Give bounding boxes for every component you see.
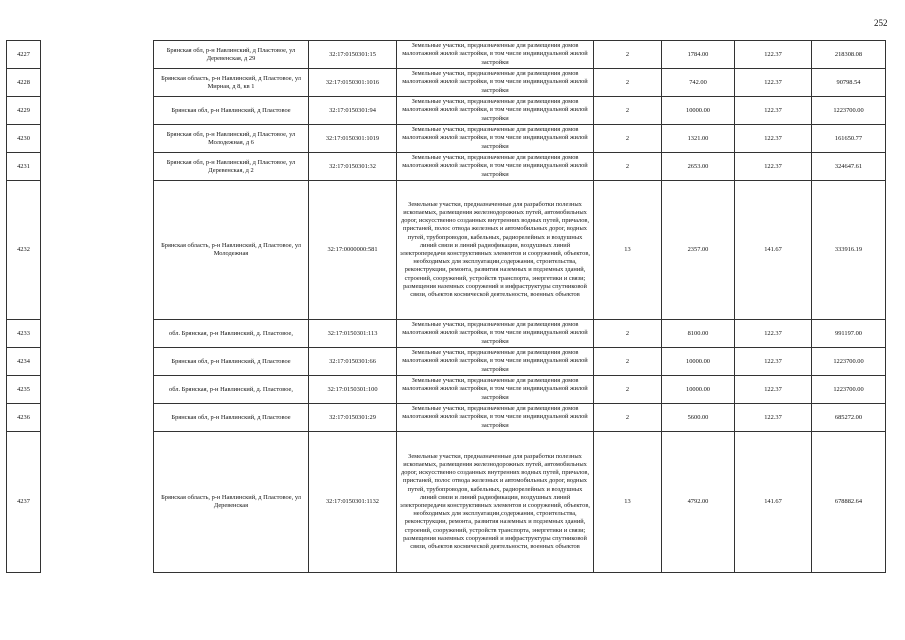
specific-value-cell: 122.37 — [735, 320, 812, 348]
area-cell: 10000.00 — [662, 348, 735, 376]
area-cell: 10000.00 — [662, 97, 735, 125]
address-cell: Брянская область, р-н Навлинский, д Пластовое, ул Молодежная — [154, 181, 309, 320]
row-number: 4234 — [7, 348, 41, 376]
empty-column — [41, 432, 154, 573]
group-cell: 2 — [594, 69, 662, 97]
table-row — [7, 125, 886, 153]
table-row — [7, 97, 886, 125]
cadastral-number-cell: 32:17:0150301:66 — [309, 348, 397, 376]
cadastral-value-cell: 218308.08 — [812, 41, 886, 69]
cadastral-number-cell: 32:17:0000000:581 — [309, 181, 397, 320]
land-use-cell: Земельные участки, предназначенные для размещения домов малоэтажной жилой застройки, в том числе индивидуальной жилой застройки — [397, 320, 594, 348]
specific-value-cell: 122.37 — [735, 97, 812, 125]
specific-value-cell: 122.37 — [735, 348, 812, 376]
table-row — [7, 404, 886, 432]
table-row — [7, 69, 886, 97]
area-cell: 4792.00 — [662, 432, 735, 573]
cadastral-number-cell: 32:17:0150301:100 — [309, 376, 397, 404]
table-row — [7, 153, 886, 181]
row-number: 4228 — [7, 69, 41, 97]
empty-column — [41, 348, 154, 376]
empty-column — [41, 404, 154, 432]
table-row — [7, 348, 886, 376]
specific-value-cell: 122.37 — [735, 153, 812, 181]
land-use-cell: Земельные участки, предназначенные для разработки полезных ископаемых, размещения железнодорожных путей, автомобильных дорог, искусственно созданных внутренних водных путей, причалов, пристаней, полос отвода железных и автомобильных дорог, водных путей, трубопроводов, кабельных, радиорелейных и воздушных линий связи и линий радиофикации, воздушных линий электропередачи конструктивных элементов и сооружений, объектов, необходимых для эксплуатации,содержания, строительства, реконструкции, ремонта, развития наземных и подземных зданий, строений, сооружений, устройств транспорта, энергетики и связи; размещения наземных сооружений и инфраструктуры спутниковой связи, объектов космической деятельности, военных объектов — [397, 181, 594, 320]
cadastral-number-cell: 32:17:0150301:113 — [309, 320, 397, 348]
land-use-cell: Земельные участки, предназначенные для размещения домов малоэтажной жилой застройки, в том числе индивидуальной жилой застройки — [397, 153, 594, 181]
row-number: 4229 — [7, 97, 41, 125]
area-cell: 1784.00 — [662, 41, 735, 69]
page-number: 252 — [874, 18, 888, 28]
group-cell: 2 — [594, 125, 662, 153]
cadastral-value-cell: 324647.61 — [812, 153, 886, 181]
area-cell: 5600.00 — [662, 404, 735, 432]
specific-value-cell: 141.67 — [735, 432, 812, 573]
empty-column — [41, 153, 154, 181]
row-number: 4230 — [7, 125, 41, 153]
empty-column — [41, 125, 154, 153]
address-cell: Брянская обл, р-н Навлинский, д Пластовое, ул Деревенская, д 2 — [154, 153, 309, 181]
land-use-cell: Земельные участки, предназначенные для размещения домов малоэтажной жилой застройки, в том числе индивидуальной жилой застройки — [397, 348, 594, 376]
area-cell: 742.00 — [662, 69, 735, 97]
area-cell: 1321.00 — [662, 125, 735, 153]
row-number: 4227 — [7, 41, 41, 69]
address-cell: обл. Брянская, р-н Навлинский, д. Пластовое, — [154, 376, 309, 404]
table-row — [7, 320, 886, 348]
group-cell: 2 — [594, 376, 662, 404]
specific-value-cell: 122.37 — [735, 69, 812, 97]
cadastral-number-cell: 32:17:0150301:1016 — [309, 69, 397, 97]
land-use-cell: Земельные участки, предназначенные для размещения домов малоэтажной жилой застройки, в том числе индивидуальной жилой застройки — [397, 97, 594, 125]
area-cell: 10000.00 — [662, 376, 735, 404]
group-cell: 13 — [594, 432, 662, 573]
land-use-cell: Земельные участки, предназначенные для размещения домов малоэтажной жилой застройки, в том числе индивидуальной жилой застройки — [397, 125, 594, 153]
row-number: 4235 — [7, 376, 41, 404]
group-cell: 13 — [594, 181, 662, 320]
specific-value-cell: 122.37 — [735, 125, 812, 153]
specific-value-cell: 122.37 — [735, 404, 812, 432]
land-use-cell: Земельные участки, предназначенные для размещения домов малоэтажной жилой застройки, в том числе индивидуальной жилой застройки — [397, 69, 594, 97]
table-row — [7, 41, 886, 69]
cadastral-value-cell: 678882.64 — [812, 432, 886, 573]
row-number: 4237 — [7, 432, 41, 573]
specific-value-cell: 122.37 — [735, 376, 812, 404]
cadastral-value-cell: 1223700.00 — [812, 348, 886, 376]
row-number: 4231 — [7, 153, 41, 181]
specific-value-cell: 141.67 — [735, 181, 812, 320]
group-cell: 2 — [594, 41, 662, 69]
empty-column — [41, 69, 154, 97]
cadastral-value-cell: 161650.77 — [812, 125, 886, 153]
cadastral-value-cell: 1223700.00 — [812, 376, 886, 404]
area-cell: 2653.00 — [662, 153, 735, 181]
area-cell: 8100.00 — [662, 320, 735, 348]
address-cell: Брянская обл, р-н Навлинский, д Пластовое — [154, 404, 309, 432]
address-cell: Брянская обл, р-н Навлинский, д Пластовое — [154, 348, 309, 376]
table-row — [7, 181, 886, 320]
land-use-cell: Земельные участки, предназначенные для размещения домов малоэтажной жилой застройки, в том числе индивидуальной жилой застройки — [397, 41, 594, 69]
group-cell: 2 — [594, 320, 662, 348]
group-cell: 2 — [594, 97, 662, 125]
row-number: 4232 — [7, 181, 41, 320]
address-cell: Брянская обл, р-н Навлинский, д Пластовое, ул Деревенская, д 29 — [154, 41, 309, 69]
row-number: 4233 — [7, 320, 41, 348]
empty-column — [41, 181, 154, 320]
address-cell: обл. Брянская, р-н Навлинский, д. Пластовое, — [154, 320, 309, 348]
cadastral-number-cell: 32:17:0150301:1019 — [309, 125, 397, 153]
empty-column — [41, 376, 154, 404]
table-row — [7, 376, 886, 404]
land-use-cell: Земельные участки, предназначенные для размещения домов малоэтажной жилой застройки, в том числе индивидуальной жилой застройки — [397, 404, 594, 432]
address-cell: Брянская область, р-н Навлинский, д Пластовое, ул Мирная, д 8, кв 1 — [154, 69, 309, 97]
cadastral-value-table — [6, 40, 886, 573]
group-cell: 2 — [594, 153, 662, 181]
cadastral-value-cell: 685272.00 — [812, 404, 886, 432]
empty-column — [41, 320, 154, 348]
address-cell: Брянская обл, р-н Навлинский, д Пластовое, ул Молодежная, д 6 — [154, 125, 309, 153]
cadastral-number-cell: 32:17:0150301:15 — [309, 41, 397, 69]
group-cell: 2 — [594, 404, 662, 432]
cadastral-number-cell: 32:17:0150301:94 — [309, 97, 397, 125]
cadastral-value-cell: 333916.19 — [812, 181, 886, 320]
empty-column — [41, 97, 154, 125]
row-number: 4236 — [7, 404, 41, 432]
cadastral-number-cell: 32:17:0150301:29 — [309, 404, 397, 432]
cadastral-value-cell: 90798.54 — [812, 69, 886, 97]
area-cell: 2357.00 — [662, 181, 735, 320]
land-use-cell: Земельные участки, предназначенные для разработки полезных ископаемых, размещения железнодорожных путей, автомобильных дорог, искусственно созданных внутренних водных путей, причалов, пристаней, полос отвода железных и автомобильных дорог, водных путей, трубопроводов, кабельных, радиорелейных и воздушных линий связи и линий радиофикации, воздушных линий электропередачи конструктивных элементов и сооружений, объектов, необходимых для эксплуатации,содержания, строительства, реконструкции, ремонта, развития наземных и подземных зданий, строений, сооружений, устройств транспорта, энергетики и связи; размещения наземных сооружений и инфраструктуры спутниковой связи, объектов космической деятельности, военных объектов — [397, 432, 594, 573]
table-body — [7, 41, 886, 573]
cadastral-number-cell: 32:17:0150301:1132 — [309, 432, 397, 573]
address-cell: Брянская обл, р-н Навлинский, д Пластовое — [154, 97, 309, 125]
empty-column — [41, 41, 154, 69]
group-cell: 2 — [594, 348, 662, 376]
cadastral-value-cell: 991197.00 — [812, 320, 886, 348]
specific-value-cell: 122.37 — [735, 41, 812, 69]
address-cell: Брянская область, р-н Навлинский, д Пластовое, ул Деревенская — [154, 432, 309, 573]
land-use-cell: Земельные участки, предназначенные для размещения домов малоэтажной жилой застройки, в том числе индивидуальной жилой застройки — [397, 376, 594, 404]
table-row — [7, 432, 886, 573]
cadastral-value-cell: 1223700.00 — [812, 97, 886, 125]
cadastral-number-cell: 32:17:0150301:32 — [309, 153, 397, 181]
